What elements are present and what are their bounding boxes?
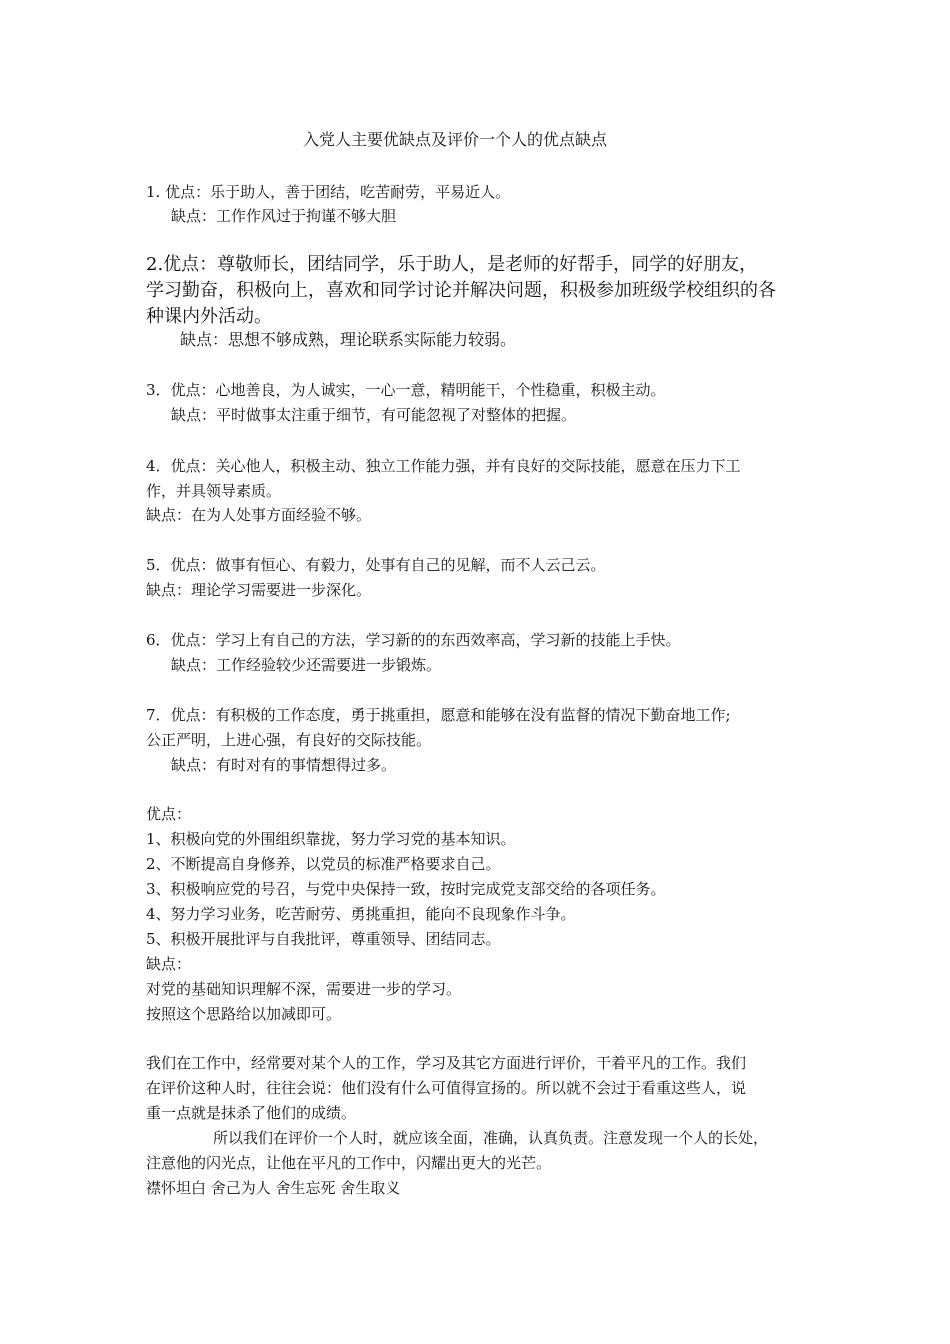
item-4-pros-line-1: 4．优点：关心他人，积极主动、独立工作能力强，并有良好的交际技能，愿意在压力下工 [146, 457, 741, 475]
item-3-pros: 3．优点：心地善良，为人诚实，一心一意，精明能干，个性稳重，积极主动。 [146, 381, 666, 399]
essay-p1-line-1: 我们在工作中，经常要对某个人的工作，学习及其它方面进行评价，干着平凡的工作。我们 [146, 1054, 747, 1072]
item-2-pros-line-3: 种课内外活动。 [146, 306, 272, 327]
party-pros-2: 2、不断提高自身修养，以党员的标准严格要求自己。 [146, 855, 501, 873]
party-pros-4: 4、努力学习业务，吃苦耐劳、勇挑重担，能向不良现象作斗争。 [146, 905, 576, 923]
essay-p1-line-3: 重一点就是抹杀了他们的成绩。 [146, 1104, 357, 1122]
party-cons-2: 按照这个思路给以加减即可。 [146, 1005, 342, 1023]
item-4-cons: 缺点：在为人处事方面经验不够。 [146, 506, 372, 524]
essay-p1-line-2: 在评价这种人时，往往会说：他们没有什么可值得宣扬的。所以就不会过于看重这些人，说 [146, 1079, 747, 1097]
essay-p2-line-2: 注意他的闪光点，让他在平凡的工作中，闪耀出更大的光芒。 [146, 1154, 552, 1172]
party-pros-1: 1、积极向党的外围组织靠拢，努力学习党的基本知识。 [146, 830, 516, 848]
item-7-cons: 缺点：有时对有的事情想得过多。 [171, 756, 397, 774]
party-pros-heading: 优点： [146, 805, 192, 823]
party-pros-5: 5、积极开展批评与自我批评，尊重领导、团结同志。 [146, 930, 501, 948]
item-1-pros: 1. 优点：乐于助人，善于团结，吃苦耐劳，平易近人。 [146, 183, 511, 201]
essay-closing: 襟怀坦白 舍己为人 舍生忘死 舍生取义 [146, 1179, 401, 1197]
item-3-cons: 缺点：平时做事太注重于细节，有可能忽视了对整体的把握。 [171, 406, 577, 424]
item-2-pros-line-1: 2.优点：尊敬师长，团结同学，乐于助人，是老师的好帮手，同学的好朋友， [146, 254, 758, 275]
party-pros-3: 3、积极响应党的号召，与党中央保持一致，按时完成党支部交给的各项任务。 [146, 880, 666, 898]
item-7-pros-line-2: 公正严明，上进心强，有良好的交际技能。 [146, 731, 432, 749]
item-2-pros-line-2: 学习勤奋，积极向上，喜欢和同学讨论并解决问题，积极参加班级学校组织的各 [146, 280, 776, 301]
item-1-cons: 缺点：工作作风过于拘谨不够大胆 [171, 207, 397, 225]
item-5-cons: 缺点：理论学习需要进一步深化。 [146, 581, 372, 599]
item-2-cons: 缺点：思想不够成熟，理论联系实际能力较弱。 [180, 330, 517, 349]
item-6-pros: 6．优点：学习上有自己的方法，学习新的的东西效率高，学习新的技能上手快。 [146, 631, 681, 649]
page-title: 入党人主要优缺点及评价一个人的优点缺点 [303, 130, 608, 149]
essay-p2-line-1: 所以我们在评价一个人时，就应该全面，准确，认真负责。注意发现一个人的长处， [213, 1129, 769, 1147]
item-6-cons: 缺点：工作经验较少还需要进一步锻炼。 [171, 656, 442, 674]
party-cons-heading: 缺点： [146, 955, 192, 973]
party-cons-1: 对党的基础知识理解不深，需要进一步的学习。 [146, 980, 462, 998]
item-5-pros: 5．优点：做事有恒心、有毅力，处事有自己的见解，而不人云己云。 [146, 556, 606, 574]
item-4-pros-line-2: 作，并具领导素质。 [146, 482, 282, 500]
item-7-pros-line-1: 7．优点：有积极的工作态度，勇于挑重担，愿意和能够在没有监督的情况下勤奋地工作; [146, 706, 731, 724]
